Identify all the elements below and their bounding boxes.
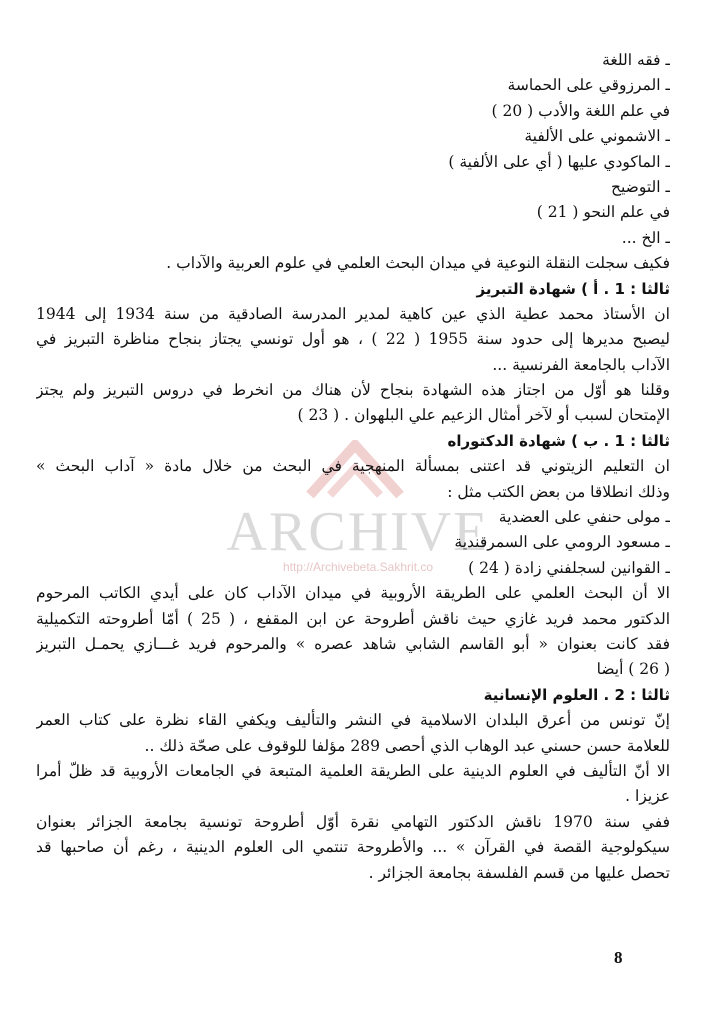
paragraph-line: وذلك انطلاقا من بعض الكتب مثل :	[447, 482, 670, 501]
section-heading: ثالثا : 1 . ب ) شهادة الدكتوراه	[447, 431, 670, 450]
paragraph-line: ان الأستاذ محمد عطية الذي عين كاهية لمدير المدرسة الصادقية من سنة 1934 إلى 1944	[36, 304, 670, 323]
paragraph-line: ليصبح مديرها إلى حدود سنة 1955 ( 22 ) ، هو أول تونسي يجتاز بنجاح مناظرة التبريز في	[36, 330, 670, 349]
list-item: ـ التوضيح	[610, 177, 670, 196]
paragraph-line: إنّ تونس من أعرق البلدان الاسلامية في النشر والتأليف ويكفي القاء نظرة على كتاب العمر	[36, 711, 670, 730]
list-item: ـ القوانين لسجلفني زادة ( 24 )	[468, 558, 670, 577]
watermark-title: ARCHIVE	[226, 501, 490, 563]
list-item: ـ الاشموني على الألفية	[524, 127, 670, 146]
section-heading: ثالثا : 1 . أ ) شهادة التبريز	[476, 279, 670, 298]
list-item: ـ الخ ...	[621, 228, 670, 247]
paragraph-line: ففي سنة 1970 ناقش الدكتور التهامي نقرة أوّل أطروحة تونسية بجامعة الجزائر بعنوان	[36, 812, 670, 831]
list-item: ـ مولى حنفي على العضدية	[498, 508, 670, 527]
list-item: ـ المرزوقي على الحماسة	[507, 76, 670, 95]
paragraph-line: فقد كانت بعنوان « أبو القاسم الشابي شاهد عصره » والمرحوم فريد غـــازي يحمـل التبريز	[36, 634, 670, 653]
watermark-url: http://Archivebeta.Sakhrit.co	[282, 560, 434, 574]
paragraph-line: الا أن البحث العلمي على الطريقة الأروبية في ميدان الآداب كان على أيدي الكاتب المرحوم	[36, 584, 670, 603]
paragraph-line: ( 26 ) أيضا	[596, 660, 670, 679]
paragraph-line: وقلنا هو أوّل من اجتاز هذه الشهادة بنجاح لأن هناك من انخرط في دروس التبريز ولم يجتز	[36, 381, 670, 400]
page-number: 8	[614, 948, 623, 967]
paragraph-line: سيكولوجية القصة في القرآن » ... والأطروحة تنتمي الى العلوم الدينية ، رغم أن صاحبها قد	[36, 838, 670, 857]
paragraph-line: الآداب بالجامعة الفرنسية ...	[492, 355, 670, 374]
paragraph-line: الدكتور محمد فريد غازي حيث ناقش أطروحة عن ابن المقفع ، ( 25 ) أمّا أطروحته التكميلية	[36, 609, 670, 628]
paragraph-line: الإمتحان لسبب أو لآخر أمثال الزعيم علي البلهوان . ( 23 )	[297, 406, 670, 425]
paragraph-line: ان التعليم الزيتوني قد اعتنى بمسألة المنهجية في البحث من خلال مادة « آداب البحث »	[36, 457, 670, 476]
list-item: ـ مسعود الرومي على السمرقندية	[454, 533, 670, 552]
document-body	[36, 48, 670, 886]
paragraph-line: عزيزا .	[625, 787, 670, 806]
paragraph-line: للعلامة حسن حسني عبد الوهاب الذي أحصى 289 مؤلفا للوقوف على صحّة ذلك ..	[144, 736, 670, 755]
text-line: فكيف سجلت النقلة النوعية في ميدان البحث العلمي في علوم العربية والآداب .	[166, 254, 670, 273]
text-line: في علم النحو ( 21 )	[536, 203, 670, 222]
list-item: ـ فقه اللغة	[602, 51, 670, 69]
list-item: ـ الماكودي عليها ( أي على الألفية )	[448, 152, 670, 171]
paragraph-line: الا أنّ التأليف في العلوم الدينية على الطريقة العلمية المتبعة في الجامعات الأروبية قد ظلّ أمرا	[36, 761, 670, 780]
section-heading: ثالثا : 2 . العلوم الإنسانية	[483, 685, 670, 704]
paragraph-line: تحصل عليها من قسم الفلسفة بجامعة الجزائر .	[368, 863, 670, 882]
text-line: في علم اللغة والأدب ( 20 )	[491, 101, 670, 120]
